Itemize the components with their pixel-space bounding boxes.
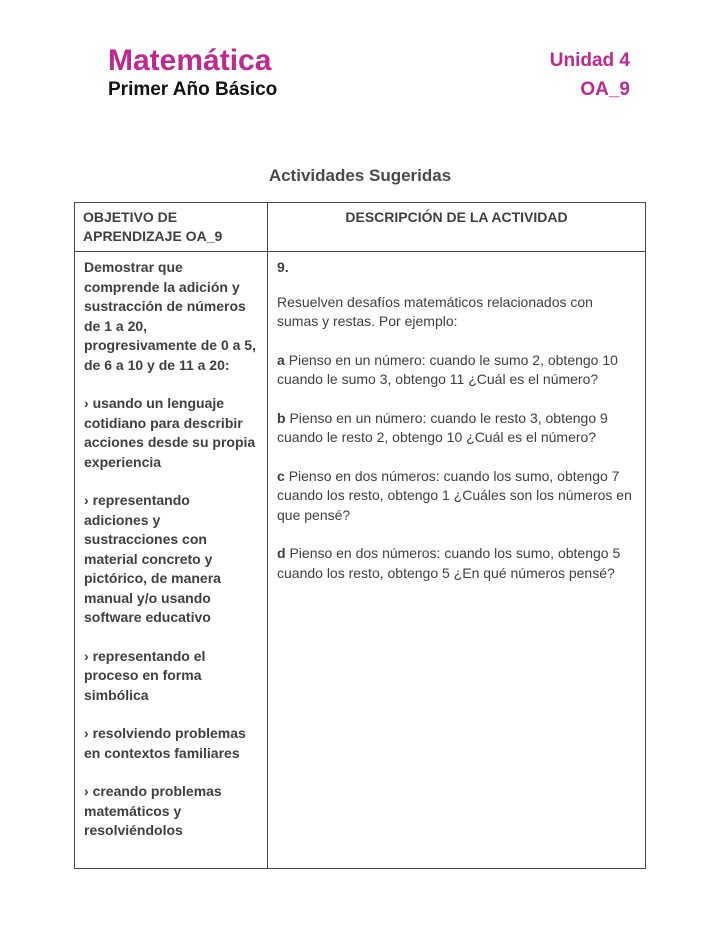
item-label: b bbox=[277, 409, 286, 426]
objective-bullet bbox=[84, 647, 258, 706]
bullet-glyph: › bbox=[84, 647, 89, 664]
activities-table bbox=[74, 202, 646, 869]
item-text: Pienso en dos números: cuando los sumo, obtengo 7 cuando los resto, obtengo 1 ¿Cuáles son los números en que pensé? bbox=[277, 467, 632, 523]
bullet-glyph: › bbox=[84, 725, 89, 741]
objective-intro: Demostrar que comprende la adición y sustracción de números de 1 a 20, progresivamente de 0 a 5, de 6 a 10 y de 11 a 20: bbox=[84, 259, 256, 373]
oa-code-label: OA_9 bbox=[580, 79, 630, 100]
objective-bullet bbox=[84, 394, 258, 472]
activity-cell bbox=[268, 252, 646, 869]
grade-level: Primer Año Básico bbox=[108, 79, 278, 100]
item-text: Pienso en un número: cuando le sumo 2, obtengo 10 cuando le sumo 3, obtengo 11 ¿Cuál es el número? bbox=[277, 351, 618, 387]
bullet-glyph: › bbox=[84, 395, 89, 411]
header-right bbox=[550, 44, 630, 102]
table-body-row bbox=[75, 252, 646, 869]
bullet-text: usando un lenguaje cotidiano para describir acciones desde su propia experiencia bbox=[84, 395, 256, 470]
item-label: c bbox=[277, 467, 285, 484]
bullet-glyph: › bbox=[84, 492, 89, 508]
activity-intro: Resuelven desafíos matemáticos relacionados con sumas y restas. Por ejemplo: bbox=[277, 293, 593, 329]
bullet-glyph: › bbox=[84, 783, 89, 799]
objective-bullet bbox=[84, 782, 258, 841]
objective-cell bbox=[75, 252, 268, 869]
activity-item bbox=[277, 467, 636, 526]
bullet-text: representando el proceso en forma simbólica bbox=[84, 647, 206, 703]
item-label: d bbox=[277, 545, 286, 561]
objective-column-header: OBJETIVO DE APRENDIZAJE OA_9 bbox=[75, 203, 268, 252]
activity-number: 9. bbox=[277, 259, 289, 275]
table-header-row bbox=[75, 203, 646, 252]
document-header bbox=[0, 0, 720, 102]
item-label: a bbox=[277, 351, 285, 368]
objective-bullet bbox=[84, 491, 258, 628]
subject-title: Matemática bbox=[108, 44, 272, 77]
activity-item bbox=[277, 409, 636, 448]
item-text: Pienso en dos números: cuando los sumo, obtengo 5 cuando los resto, obtengo 5 ¿En qué números pensé? bbox=[277, 545, 621, 581]
bullet-text: representando adiciones y sustracciones con material concreto y pictórico, de manera manual y/o usando software educativo bbox=[84, 492, 221, 625]
item-text: Pienso en un número: cuando le resto 3, obtengo 9 cuando le resto 2, obtengo 10 ¿Cuál es el número? bbox=[277, 409, 608, 445]
bullet-text: creando problemas matemáticos y resolviéndolos bbox=[84, 783, 222, 838]
section-title: Actividades Sugeridas bbox=[268, 166, 452, 185]
bullet-text: resolviendo problemas en contextos familiares bbox=[84, 725, 246, 761]
activity-item bbox=[277, 351, 636, 390]
objective-bullet bbox=[84, 724, 258, 763]
description-column-header: DESCRIPCIÓN DE LA ACTIVIDAD bbox=[268, 203, 646, 252]
unit-label: Unidad 4 bbox=[549, 50, 630, 71]
header-left bbox=[108, 44, 277, 102]
activity-item bbox=[277, 544, 636, 583]
